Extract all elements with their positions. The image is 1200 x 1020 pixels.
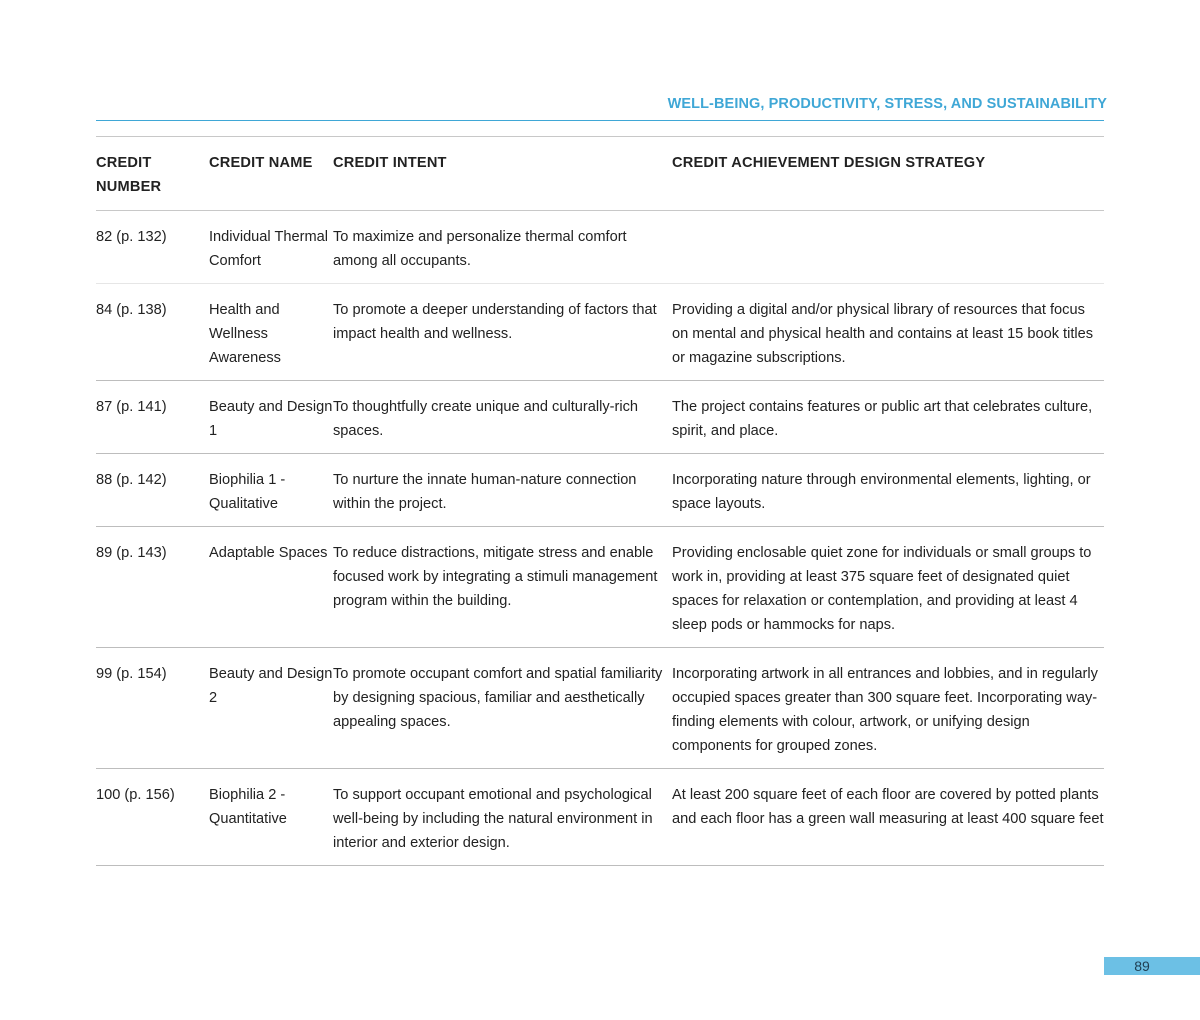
credit-intent: To promote a deeper understanding of factors that impact health and wellness. bbox=[333, 302, 657, 342]
header-credit-intent: CREDIT INTENT bbox=[333, 155, 447, 171]
table-row bbox=[96, 769, 1104, 866]
credit-name: Individual Thermal Comfort bbox=[209, 229, 328, 269]
page-number-tab bbox=[1104, 957, 1200, 975]
table-row bbox=[96, 211, 1104, 284]
design-strategy: Providing enclosable quiet zone for individuals or small groups to work in, providing at least 375 square feet of designated quiet spaces for relaxation or contemplation, and providing at least 4 sleep pods or hammocks for naps. bbox=[672, 545, 1092, 633]
credit-number: 88 (p. 142) bbox=[96, 472, 167, 488]
table-row bbox=[96, 454, 1104, 527]
credit-number: 87 (p. 141) bbox=[96, 399, 167, 415]
credit-number: 89 (p. 143) bbox=[96, 545, 167, 561]
design-strategy: Providing a digital and/or physical library of resources that focus on mental and physical health and contains at least 15 book titles or magazine subscriptions. bbox=[672, 302, 1094, 366]
page-number: 89 bbox=[1134, 958, 1150, 974]
table-row bbox=[96, 527, 1104, 648]
table-header-row bbox=[96, 137, 1104, 211]
credit-name: Beauty and Design 1 bbox=[209, 399, 333, 439]
header-rule bbox=[96, 120, 1104, 121]
running-header: WELL-BEING, PRODUCTIVITY, STRESS, AND SUSTAINABILITY bbox=[667, 96, 1107, 112]
design-strategy: The project contains features or public art that celebrates culture, spirit, and place. bbox=[672, 399, 1093, 439]
table-row bbox=[96, 381, 1104, 454]
credit-name: Biophilia 1 - Qualitative bbox=[209, 472, 286, 512]
credit-name: Health and Wellness Awareness bbox=[209, 302, 281, 366]
design-strategy: Incorporating artwork in all entrances and lobbies, and in regularly occupied spaces greater than 300 square feet. Incorporating way-finding elements with colour, artwork, or unifying design components for grouped zones. bbox=[672, 666, 1098, 754]
credit-number: 99 (p. 154) bbox=[96, 666, 167, 682]
design-strategy bbox=[672, 225, 1104, 273]
credit-number: 84 (p. 138) bbox=[96, 302, 167, 318]
header-design-strategy: CREDIT ACHIEVEMENT DESIGN STRATEGY bbox=[672, 155, 986, 171]
design-strategy: At least 200 square feet of each floor are covered by potted plants and each floor has a green wall measuring at least 400 square feet bbox=[672, 787, 1104, 827]
credit-intent: To reduce distractions, mitigate stress and enable focused work by integrating a stimuli management program within the building. bbox=[333, 545, 658, 609]
credit-name: Beauty and Design 2 bbox=[209, 666, 333, 706]
credit-intent: To support occupant emotional and psychological well-being by including the natural environment in interior and exterior design. bbox=[333, 787, 653, 851]
design-strategy: Incorporating nature through environmental elements, lighting, or space layouts. bbox=[672, 472, 1091, 512]
credit-name: Biophilia 2 - Quantitative bbox=[209, 787, 287, 827]
credits-table bbox=[96, 136, 1104, 866]
credit-intent: To nurture the innate human-nature connection within the project. bbox=[333, 472, 637, 512]
credit-intent: To thoughtfully create unique and culturally-rich spaces. bbox=[333, 399, 639, 439]
credit-intent: To maximize and personalize thermal comfort among all occupants. bbox=[333, 229, 627, 269]
credit-intent: To promote occupant comfort and spatial familiarity by designing spacious, familiar and aesthetically appealing spaces. bbox=[333, 666, 663, 730]
credit-name: Adaptable Spaces bbox=[209, 545, 328, 561]
credit-number: 82 (p. 132) bbox=[96, 229, 167, 245]
table-row bbox=[96, 648, 1104, 769]
table-row bbox=[96, 284, 1104, 381]
credit-number: 100 (p. 156) bbox=[96, 787, 175, 803]
header-credit-name: CREDIT NAME bbox=[209, 155, 313, 171]
header-credit-number: CREDIT NUMBER bbox=[96, 155, 162, 195]
